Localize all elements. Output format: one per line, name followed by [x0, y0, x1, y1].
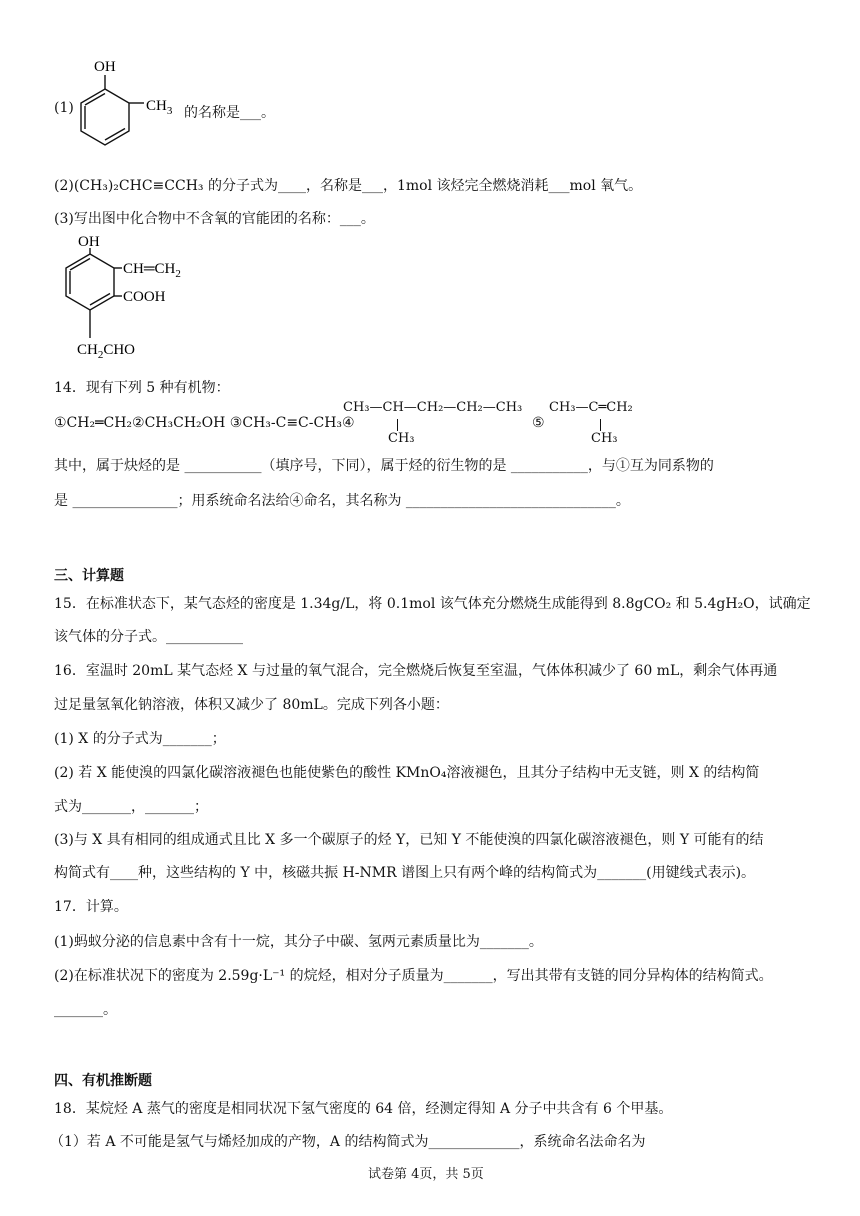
q16-part3-line2: 构简式有____种，这些结构的 Y 中，核磁共振 H-NMR 谱图上只有两个峰的结构简式为_______(用键线式表示)。: [54, 865, 756, 881]
section3-title: 三、计算题: [54, 568, 124, 584]
q17-part1: (1)蚂蚁分泌的信息素中含有十一烷，其分子中碳、氢两元素质量比为_______。: [54, 934, 543, 950]
structure-4-main: CH₃—CH—CH₂—CH₂—CH₃: [343, 400, 523, 415]
q14-marker-5: ⑤: [532, 415, 545, 431]
q16-line1: 16．室温时 20mL 某气态烃 X 与过量的氧气混合，完全燃烧后恢复至室温，气体体积减少了 60 mL，剩余气体再通: [54, 663, 778, 679]
cooh-label: COOH: [123, 289, 166, 305]
q13-p2-text: (2)(CH₃)₂CHC≡CCH₃ 的分子式为____，名称是___，1mol 该烃完全燃烧消耗___mol 氧气。: [54, 178, 643, 194]
q14-list-text: ①CH₂═CH₂②CH₃CH₂OH ③CH₃-C≡C-CH₃④: [54, 415, 355, 431]
q13-p1-text: 的名称是___。: [184, 105, 275, 121]
ch3-label: $CH_3$: [146, 98, 173, 117]
vinyl-label: $CH═CH_2$: [123, 261, 181, 280]
benzene-ring: [81, 75, 144, 145]
section4-title: 四、有机推断题: [54, 1073, 152, 1089]
ch2cho-label: $CH_2CHO$: [77, 342, 136, 361]
structure-4-bond: [397, 419, 398, 431]
q16-part3-line1: (3)与 X 具有相同的组成通式且比 X 多一个碳原子的烃 Y，已知 Y 不能使溴的四氯化碳溶液褪色，则 Y 可能有的结: [54, 832, 764, 848]
structure-5-branch: CH₃: [591, 431, 618, 446]
structure-5: [549, 400, 659, 450]
oh-label-2: OH: [78, 234, 100, 250]
q16-part2-line1: (2) 若 X 能使溴的四氯化碳溶液褪色也能使紫色的酸性 KMnO₄溶液褪色，且其分子结构中无支链，则 X 的结构简: [54, 765, 760, 781]
benzene-ring-2: [66, 248, 122, 338]
q16-part2-line2: 式为_______，_______；: [54, 799, 208, 815]
q17-title: 17．计算。: [54, 899, 128, 915]
structure-5-bond: [600, 419, 601, 431]
structure-4: [343, 400, 533, 450]
q18-part1: （1）若 A 不可能是氢气与烯烃加成的产物，A 的结构简式为_____________，系统命名法命名为: [50, 1134, 646, 1150]
q15-line1: 15．在标准状态下，某气态烃的密度是 1.34g/L，将 0.1mol 该气体充分燃烧生成能得到 8.8gCO₂ 和 5.4gH₂O，试确定: [54, 596, 811, 612]
q14-line3: 其中，属于炔烃的是 ___________（填序号，下同），属于烃的衍生物的是 ___________，与①互为同系物的: [54, 458, 714, 474]
q17-part2-line2: _______。: [54, 1002, 117, 1018]
oh-label: OH: [94, 59, 116, 75]
q14-intro: 14．现有下列 5 种有机物：: [54, 380, 230, 396]
q15-line2: 该气体的分子式。___________: [54, 629, 243, 645]
q13-p3-text: (3)写出图中化合物中不含氧的官能团的名称：___。: [54, 211, 375, 227]
q14-line4: 是 _______________；用系统命名法给④命名，其名称为 ______________________________。: [54, 493, 630, 509]
compound-structure: [50, 232, 210, 362]
structure-5-main: CH₃—C═CH₂: [549, 400, 633, 415]
page-footer: 试卷第 4页，共 5页: [368, 1167, 484, 1182]
q16-line2: 过足量氢氧化钠溶液，体积又减少了 80mL。完成下列各小题：: [54, 697, 449, 713]
structure-4-branch: CH₃: [388, 431, 415, 446]
q16-part1: (1) X 的分子式为_______；: [54, 731, 226, 747]
q18-line1: 18．某烷烃 A 蒸气的密度是相同状况下氢气密度的 64 倍，经测定得知 A 分子中共含有 6 个甲基。: [54, 1101, 673, 1117]
q13-p1-label: (1): [54, 100, 74, 116]
q17-part2: (2)在标准状况下的密度为 2.59g·L⁻¹ 的烷烃，相对分子质量为_______，写出其带有支链的同分异构体的结构简式。: [54, 968, 773, 984]
